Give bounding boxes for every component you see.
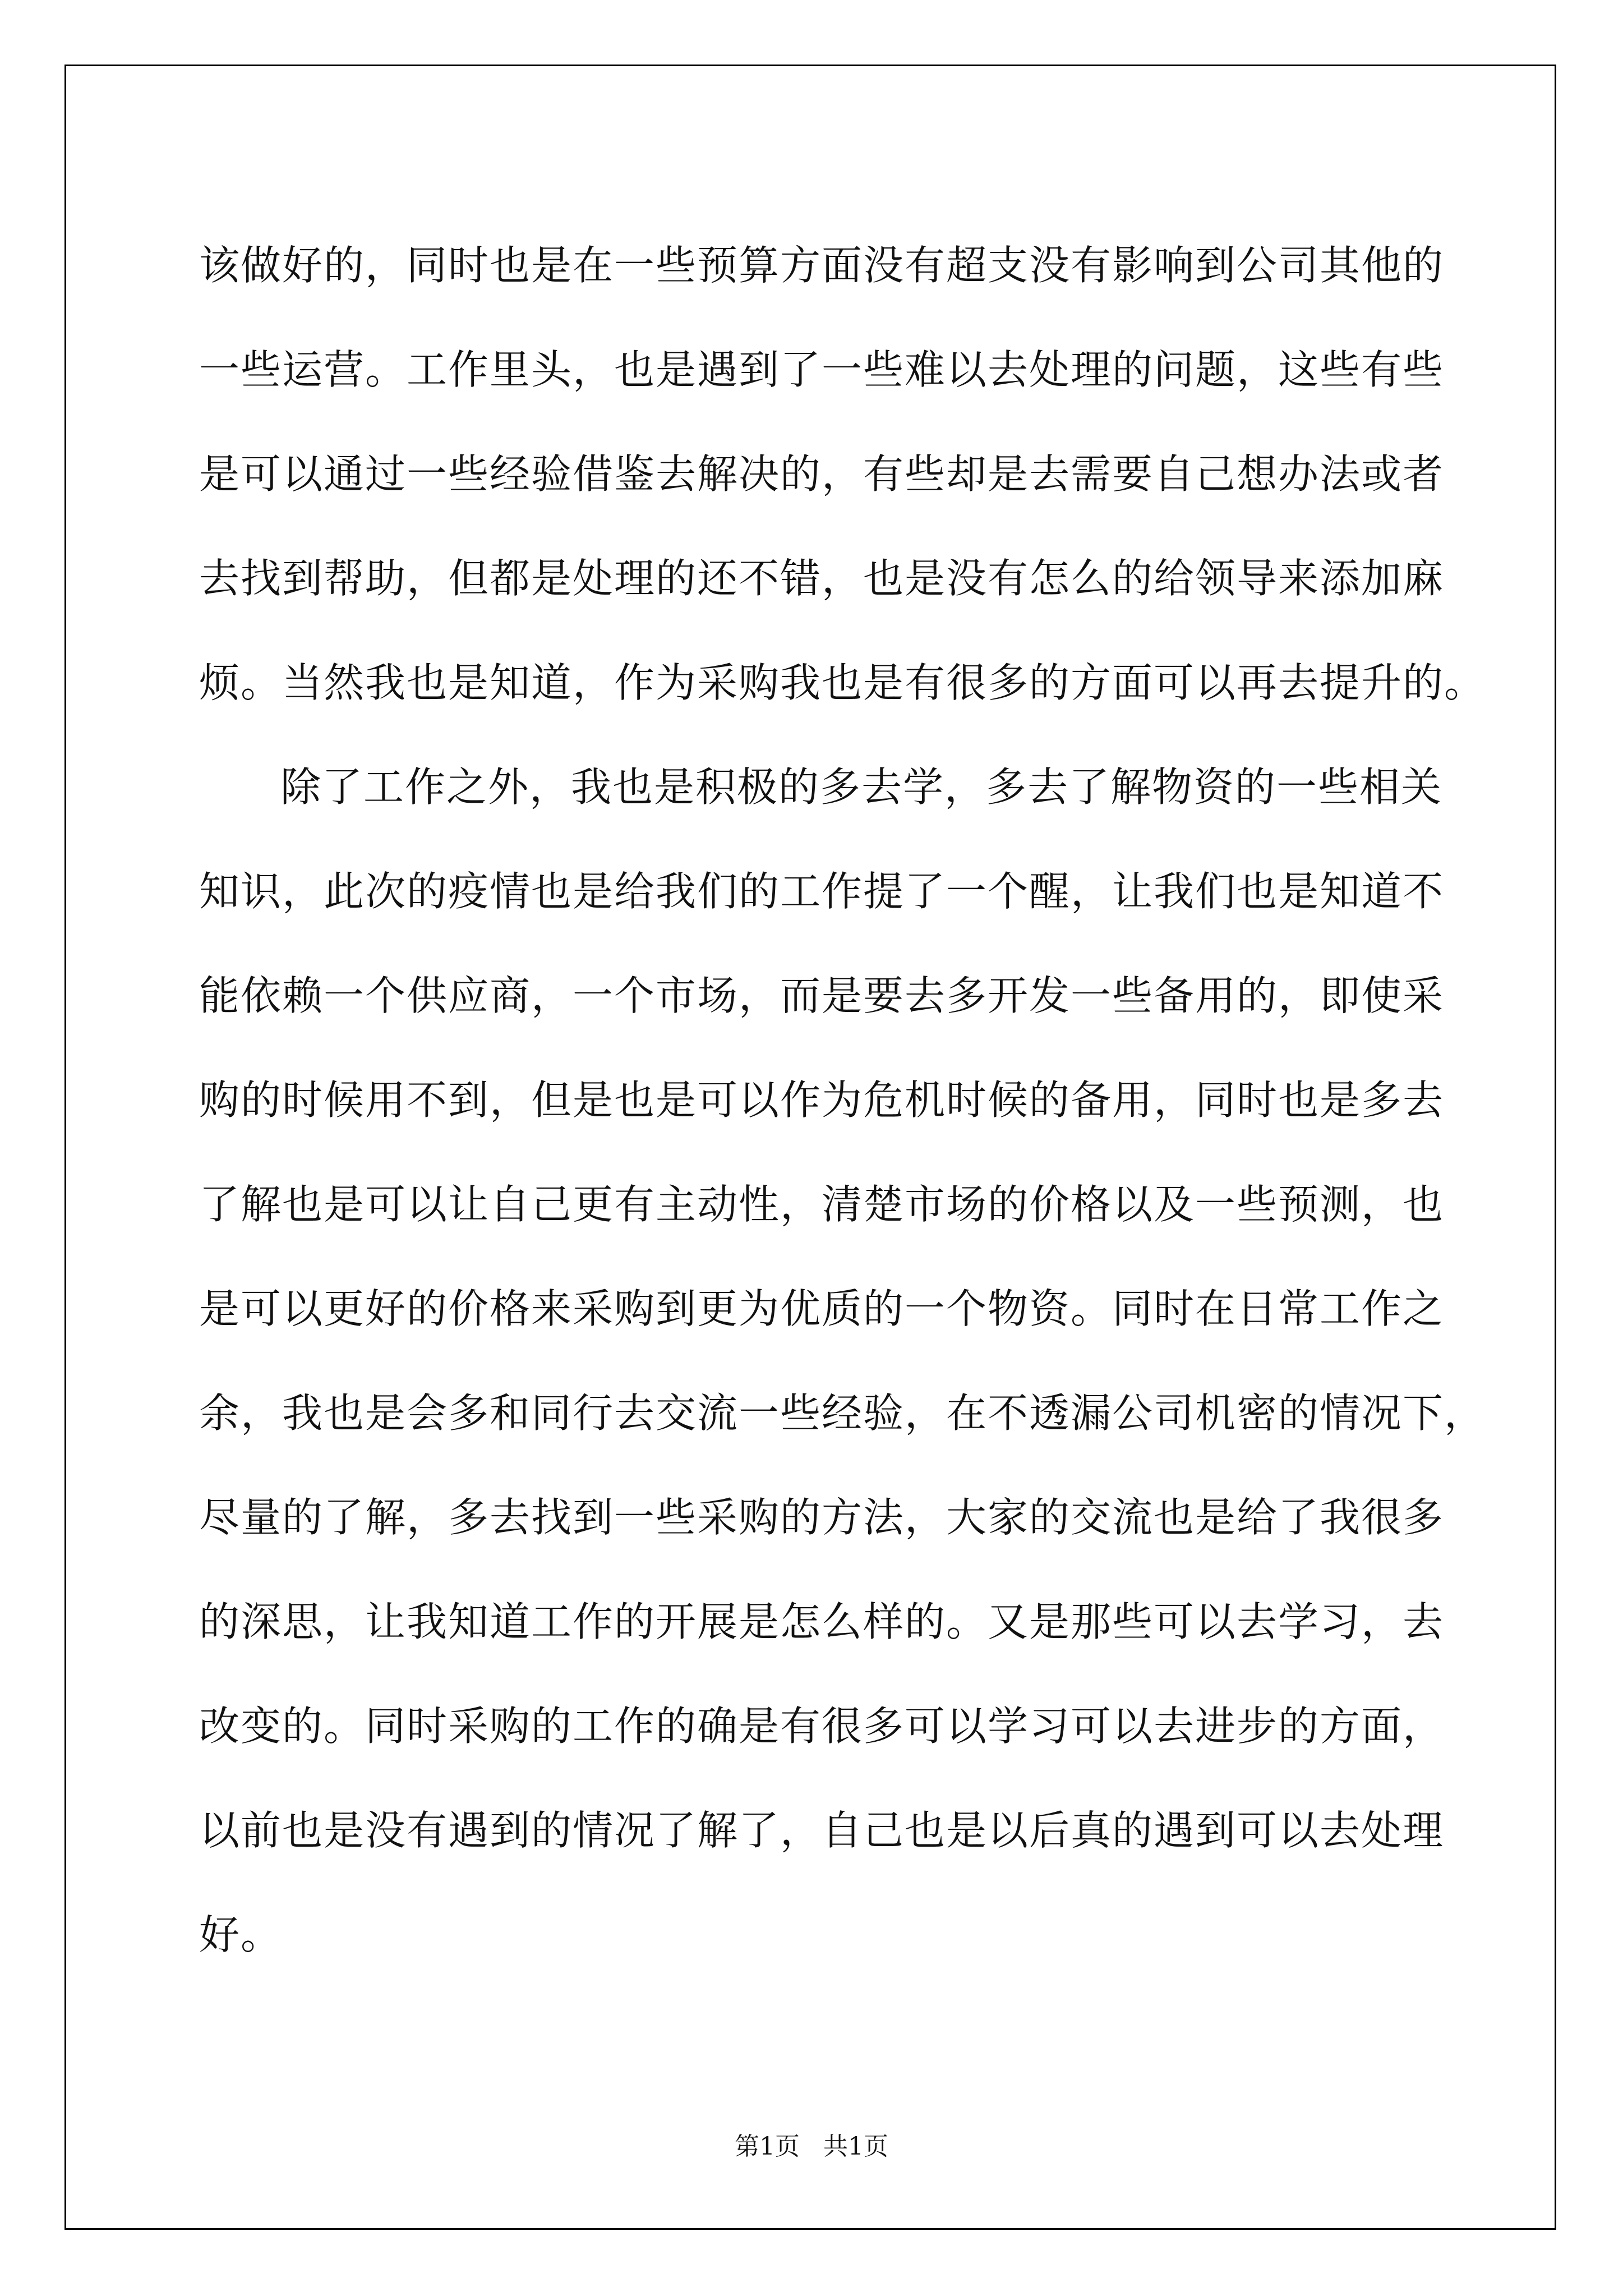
text-line: 的深思，让我知道工作的开展是怎么样的。又是那些可以去学习，去: [199, 1598, 1445, 1645]
text-line: 以前也是没有遇到的情况了解了，自己也是以后真的遇到可以去处理: [199, 1807, 1445, 1854]
text-line: 该做好的，同时也是在一些预算方面没有超支没有影响到公司其他的: [199, 242, 1445, 289]
text-line: 改变的。同时采购的工作的确是有很多可以学习可以去进步的方面，: [199, 1703, 1445, 1750]
paragraph-start-line: 除了工作之外，我也是积极的多去学，多去了解物资的一些相关: [280, 763, 1443, 811]
text-line: 了解也是可以让自己更有主动性，清楚市场的价格以及一些预测，也: [199, 1181, 1445, 1228]
text-line: 是可以通过一些经验借鉴去解决的，有些却是去需要自己想办法或者: [199, 450, 1445, 498]
text-line: 余，我也是会多和同行去交流一些经验，在不透漏公司机密的情况下，: [199, 1389, 1486, 1437]
text-line: 一些运营。工作里头，也是遇到了一些难以去处理的问题，这些有些: [199, 346, 1445, 393]
text-line: 能依赖一个供应商，一个市场，而是要去多开发一些备用的，即使采: [199, 972, 1445, 1019]
text-line: 是可以更好的价格来采购到更为优质的一个物资。同时在日常工作之: [199, 1285, 1445, 1332]
text-line: 好。: [199, 1911, 283, 1958]
text-line: 烦。当然我也是知道，作为采购我也是有很多的方面可以再去提升的。: [199, 659, 1486, 706]
text-line: 去找到帮助，但都是处理的还不错，也是没有怎么的给领导来添加麻: [199, 555, 1445, 602]
page-number-footer: 第1页 共1页: [735, 2132, 888, 2161]
document-body: [199, 213, 1486, 1987]
text-line: 购的时候用不到，但是也是可以作为危机时候的备用，同时也是多去: [199, 1076, 1445, 1124]
text-line: 知识，此次的疫情也是给我们的工作提了一个醒，让我们也是知道不: [199, 868, 1445, 915]
text-line: 尽量的了解，多去找到一些采购的方法，大家的交流也是给了我很多: [199, 1494, 1445, 1541]
